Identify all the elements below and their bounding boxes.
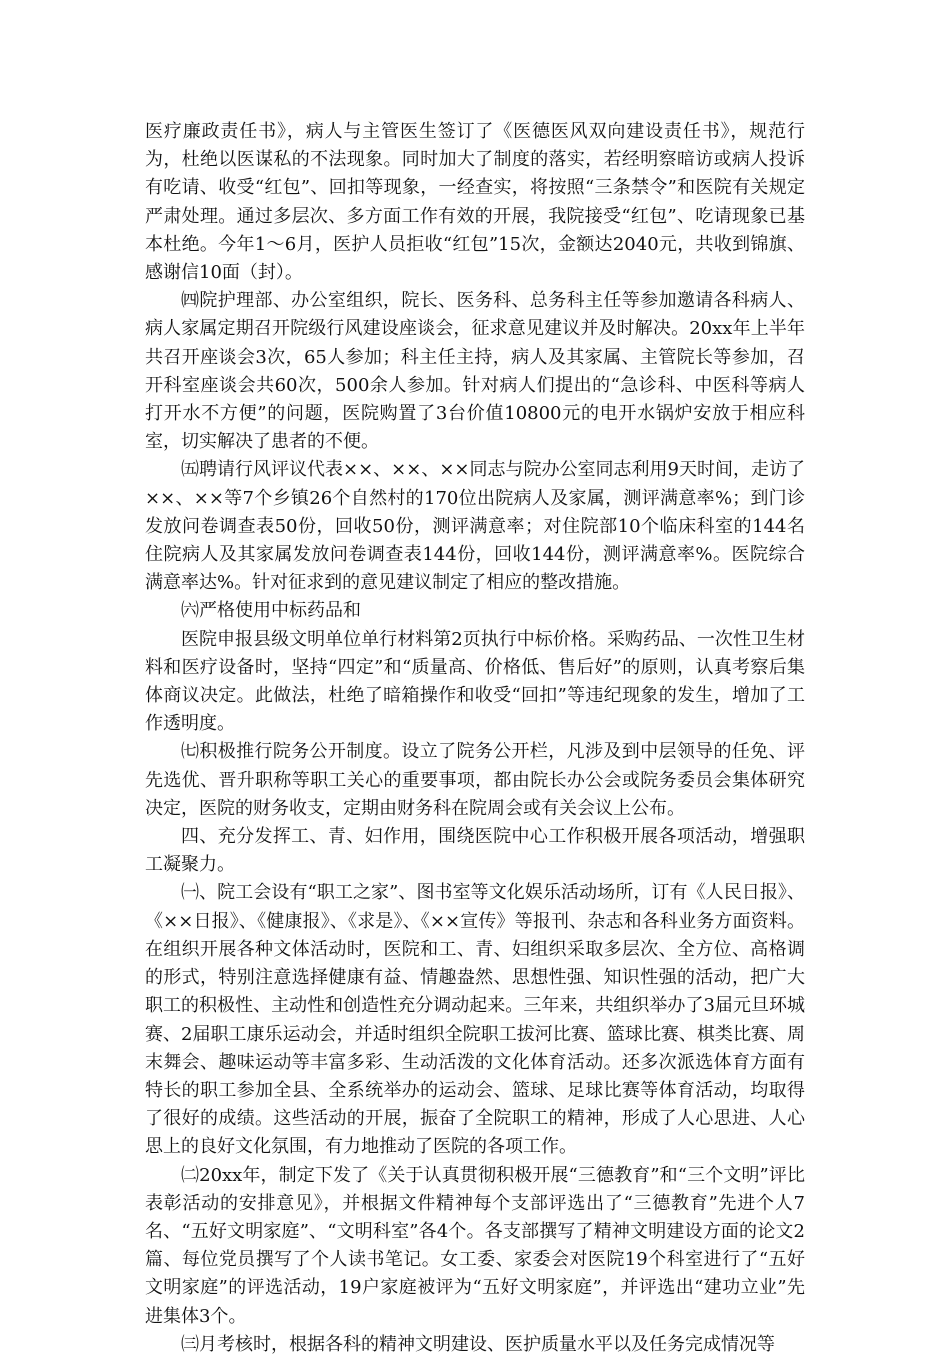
paragraph-7: 四、充分发挥工、青、妇作用，围绕医院中心工作积极开展各项活动，增强职工凝聚力。	[145, 826, 805, 876]
paragraph-10: ㈢月考核时，根据各科的精神文明建设、医护质量水平以及任务完成情况等	[181, 1333, 775, 1355]
paragraph-8: ㈠、院工会设有“职工之家”、图书室等文化娱乐活动场所，订有《人民日报》、《××日报》、《健康报》、《求是》、《××宣传》等报刊、杂志和各科业务方面资料。在组织开展各种文体活动时，医院和工、青、妇组织采取多层次、全方位、高格调的形式，特别注意选择健康有益、情趣盎然、思想性强、知识性强的活动，把广大职工的积极性、主动性和创造性充分调动起来。三年来，共组织举办了3届元旦环城赛、2届职工康乐运动会，并适时组织全院职工拔河比赛、篮球比赛、棋类比赛、周末舞会、趣味运动等丰富多彩、生动活泼的文化体育活动。还多次派选体育方面有特长的职工参加全县、全系统举办的运动会、篮球、足球比赛等体育活动，均取得了很好的成绩。这些活动的开展，振奋了全院职工的精神，形成了人心思进、人心思上的良好文化氛围，有力地推动了医院的各项工作。	[145, 882, 805, 1158]
paragraph-6: ㈦积极推行院务公开制度。设立了院务公开栏，凡涉及到中层领导的任免、评先选优、晋升职称等职工关心的重要事项，都由院长办公会或院务委员会集体研究决定，医院的财务收支，定期由财务科在院周会或有关会议上公布。	[145, 741, 805, 819]
paragraph-1: 医疗廉政责任书》，病人与主管医生签订了《医德医风双向建设责任书》，规范行为，杜绝以医谋私的不法现象。同时加大了制度的落实，若经明察暗访或病人投诉有吃请、收受“红包”、回扣等现象，一经查实，将按照“三条禁令”和医院有关规定严肃处理。通过多层次、多方面工作有效的开展，我院接受“红包”、吃请现象已基本杜绝。今年1～6月，医护人员拒收“红包”15次，金额达2040元，共收到锦旗、感谢信10面（封）。	[145, 121, 805, 284]
paragraph-4: ㈥严格使用中标药品和	[181, 600, 361, 622]
paragraph-9: ㈡20xx年，制定下发了《关于认真贯彻积极开展“三德教育”和“三个文明”评比表彰活动的安排意见》，并根据文件精神每个支部评选出了“三德教育”先进个人7名、“五好文明家庭”、“文明科室”各4个。各支部撰写了精神文明建设方面的论文2篇、每位党员撰写了个人读书笔记。女工委、家委会对医院19个科室进行了“五好文明家庭”的评选活动，19户家庭被评为“五好文明家庭”，并评选出“建功立业”先进集体3个。	[145, 1164, 805, 1327]
paragraph-2: ㈣院护理部、办公室组织，院长、医务科、总务科主任等参加邀请各科病人、病人家属定期召开院级行风建设座谈会，征求意见建议并及时解决。20xx年上半年共召开座谈会3次，65人参加；科主任主持，病人及其家属、主管院长等参加，召开科室座谈会共60次，500余人参加。针对病人们提出的“急诊科、中医科等病人打开水不方便”的问题，医院购置了3台价值10800元的电开水锅炉安放于相应科室，切实解决了患者的不便。	[145, 290, 805, 453]
paragraph-5: 医院申报县级文明单位单行材料第2页执行中标价格。采购药品、一次性卫生材料和医疗设备时，坚持“四定”和“质量高、价格低、售后好”的原则，认真考察后集体商议决定。此做法，杜绝了暗箱操作和收受“回扣”等违纪现象的发生，增加了工作透明度。	[145, 628, 805, 735]
document-body	[145, 118, 805, 1359]
paragraph-3: ㈤聘请行风评议代表××、××、××同志与院办公室同志利用9天时间，走访了××、××等7个乡镇26个自然村的170位出院病人及家属，测评满意率%；到门诊发放问卷调查表50份，回收50份，测评满意率；对住院部10个临床科室的144名住院病人及其家属发放问卷调查表144份，回收144份，测评满意率%。医院综合满意率达%。针对征求到的意见建议制定了相应的整改措施。	[145, 459, 805, 594]
